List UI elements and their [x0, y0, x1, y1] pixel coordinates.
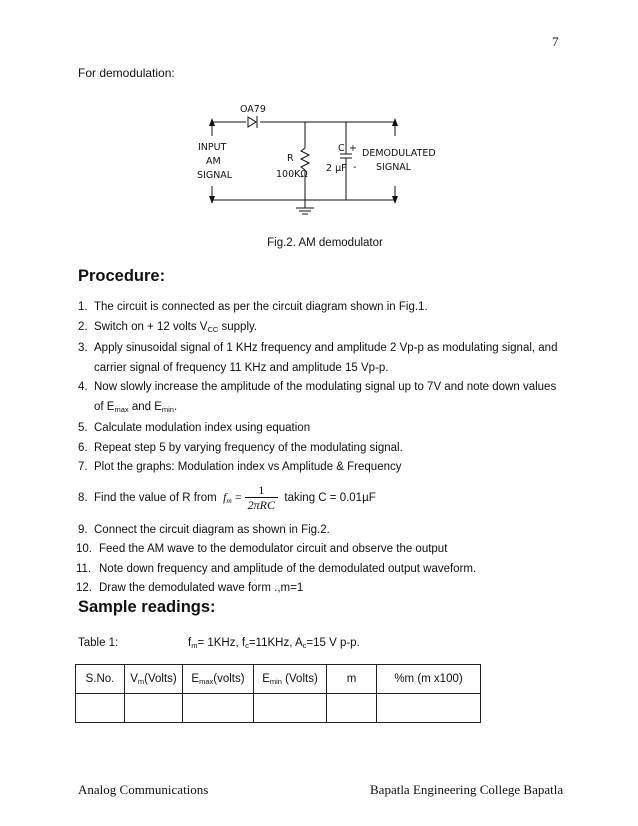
- step-3: 3. Apply sinusoidal signal of 1 KHz frequency and amplitude 2 Vp-p as modulating signal, and carrier signal of frequency 11 KHz and amplitude 15 Vp-p.: [78, 342, 558, 374]
- table-parameters: $f_m= 1KHz$, $f_c=11KHz$, $A_c=15$ V p-p.: [188, 637, 360, 650]
- step-5: 5. Calculate modulation index using equation: [78, 422, 311, 434]
- step-9: 9. Connect the circuit diagram as shown in Fig.2.: [78, 523, 330, 536]
- input-label-3: SIGNAL: [197, 170, 233, 181]
- empty-cell: [125, 694, 183, 723]
- header-emin: $E_{min}$ (Volts): [254, 665, 327, 694]
- step-6: 6. Repeat step 5 by varying frequency of the modulating signal.: [78, 441, 403, 454]
- resistor-value: 100KΩ: [276, 169, 308, 180]
- input-label-2: AM: [206, 156, 221, 167]
- procedure-heading: Procedure:: [78, 267, 166, 285]
- table-label: Table 1:: [78, 637, 119, 649]
- formula-fraction: $\frac{1}{\text{2πRC}}$: [245, 483, 278, 512]
- step-12: 12. Draw the demodulated wave form .,m=1: [76, 582, 304, 594]
- page-number: 7: [552, 34, 559, 49]
- diode-label: OA79: [240, 104, 266, 115]
- table-row: [76, 694, 481, 723]
- step-11: 11. Note down frequency and amplitude of the demodulated output waveform.: [76, 562, 477, 575]
- header-vm: $V_m(Volts)$: [125, 665, 183, 694]
- output-label-2: SIGNAL: [376, 162, 412, 173]
- step-7: 7. Plot the graphs: Modulation index vs Amplitude & Frequency: [78, 461, 402, 473]
- diode-symbol: [248, 117, 256, 127]
- resistor-name: R: [287, 153, 294, 164]
- header-sno: S.No.: [76, 665, 125, 694]
- empty-cell: [377, 694, 481, 723]
- header-percent-m: %m (m x100): [377, 665, 481, 694]
- cap-value: 2 µF: [326, 163, 347, 174]
- empty-cell: [76, 694, 125, 723]
- empty-cell: [183, 694, 254, 723]
- step-8: 8. Find the value of R from $f_m$ = $\frac{1}{\text{2πRC}}$ taking C = 0.01µF: [78, 482, 376, 512]
- output-label-1: DEMODULATED: [362, 148, 436, 159]
- step-10: 10. Feed the AM wave to the demodulator circuit and observe the output: [76, 543, 448, 555]
- intro-text: For demodulation:: [78, 66, 175, 80]
- step-4: 4. Now slowly increase the amplitude of the modulating signal up to 7V and note down values of $E_{max}$ and $E_{min}$.: [78, 381, 557, 414]
- cap-minus: -: [353, 162, 357, 173]
- header-emax: $E_{max}(volts)$: [183, 665, 254, 694]
- cap-plus: +: [349, 143, 357, 154]
- readings-table: [75, 664, 481, 723]
- table-header-row: [76, 665, 481, 694]
- step-1: 1. The circuit is connected as per the circuit diagram shown in Fig.1.: [78, 301, 428, 313]
- cap-name: C: [338, 143, 345, 154]
- empty-cell: [327, 694, 377, 723]
- empty-cell: [254, 694, 327, 723]
- input-label-1: INPUT: [198, 142, 227, 153]
- am-demodulator-circuit: [190, 100, 460, 220]
- sample-readings-heading: Sample readings:: [78, 598, 216, 616]
- footer-course: Analog Communications: [78, 782, 209, 797]
- procedure-steps: [78, 298, 578, 599]
- figure-caption: Fig.2. AM demodulator: [267, 237, 383, 249]
- formula-f: f: [223, 491, 227, 504]
- header-m: m: [327, 665, 377, 694]
- footer-college: Bapatla Engineering College Bapatla: [370, 782, 564, 797]
- step-2: 2. Switch on + 12 volts $V_{CC}$ supply.: [78, 320, 258, 334]
- resistor-zigzag: [301, 148, 309, 170]
